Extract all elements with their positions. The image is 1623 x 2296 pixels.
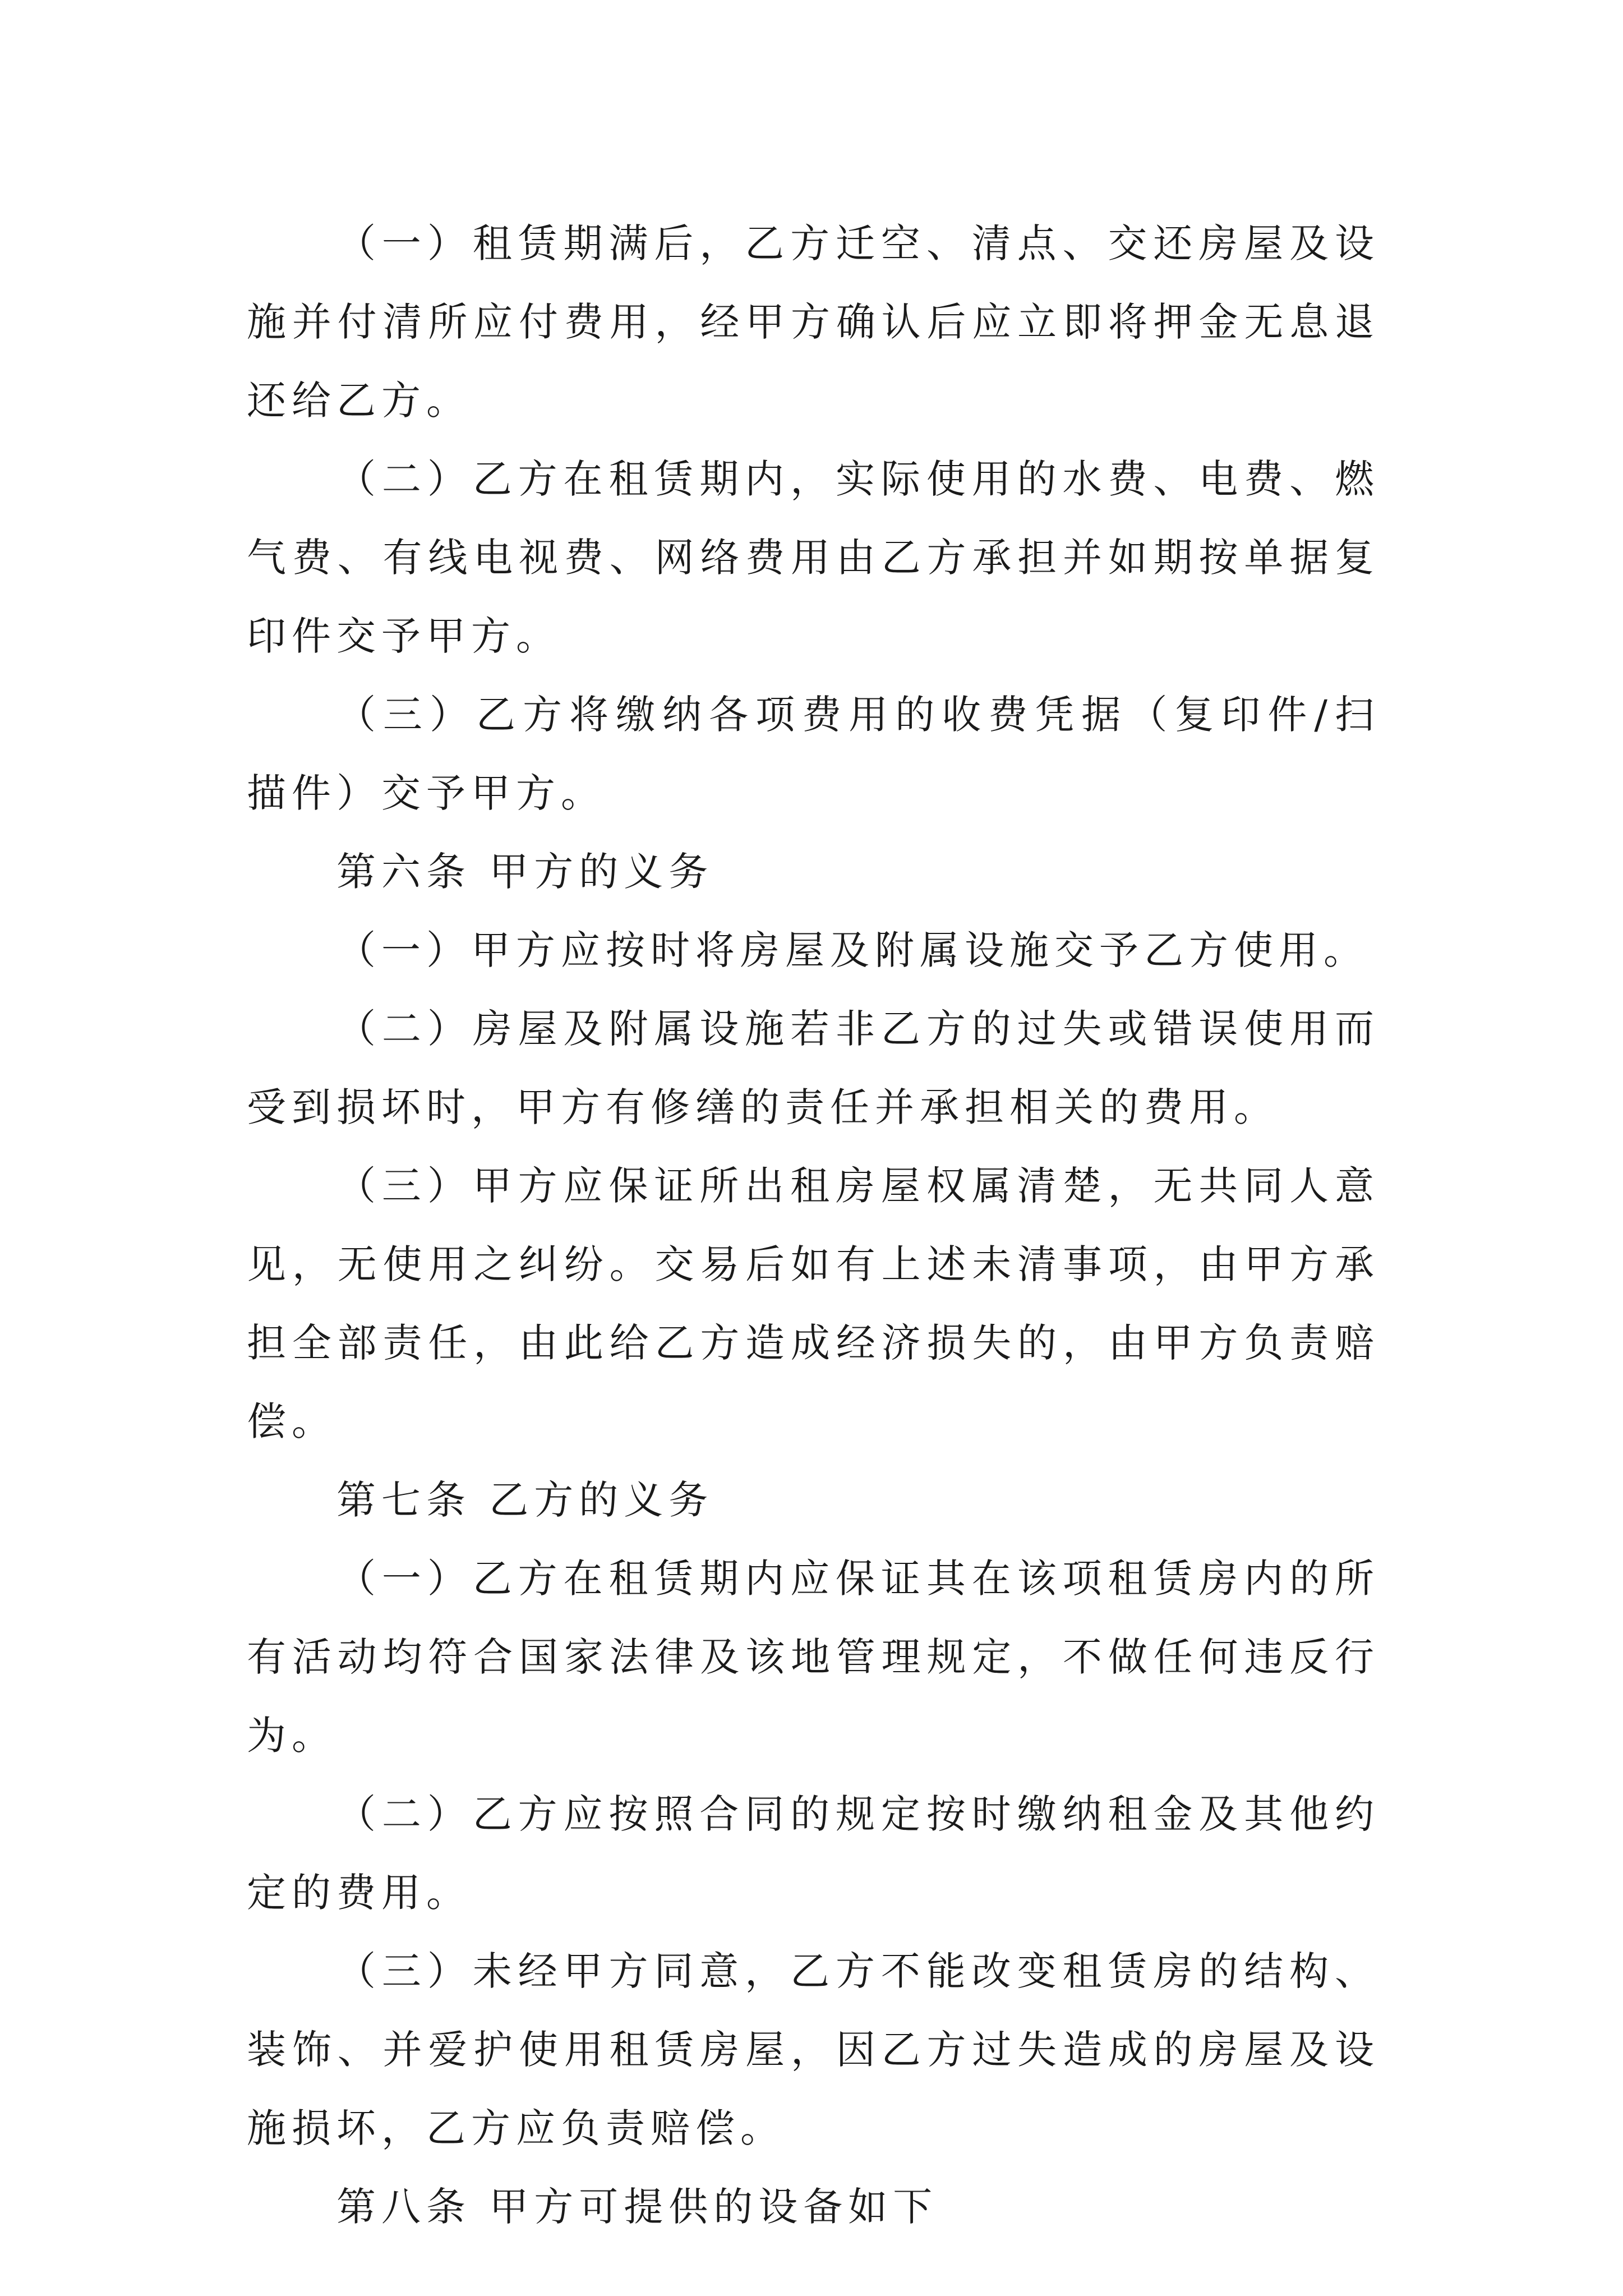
heading-article-8: 第八条 甲方可提供的设备如下 <box>336 2184 938 2230</box>
heading-article-7: 第七条 乙方的义务 <box>336 1477 714 1523</box>
paragraph-clear-title: （三）甲方应保证所出租房屋权属清楚，无共同人意见，无使用之纠纷。交易后如有上述未清事项，由甲方承担全部责任，由此给乙方造成经济损失的，由甲方负责赔偿。 <box>247 1163 1380 1444</box>
paragraph-lawful-use: （一）乙方在租赁期内应保证其在该项租赁房内的所有活动均符合国家法律及该地管理规定，不做任何违反行为。 <box>247 1556 1380 1759</box>
paragraph-no-alteration: （三）未经甲方同意，乙方不能改变租赁房的结构、装饰、并爱护使用租赁房屋，因乙方过失造成的房屋及设施损坏，乙方应负责赔偿。 <box>247 1948 1380 2151</box>
paragraph-return-deposit: （一）租赁期满后，乙方迁空、清点、交还房屋及设施并付清所应付费用，经甲方确认后应立即将押金无息退还给乙方。 <box>247 220 1380 424</box>
paragraph-fee-receipts: （三）乙方将缴纳各项费用的收费凭据（复印件/扫描件）交予甲方。 <box>247 692 1380 816</box>
paragraph-repair-responsibility: （二）房屋及附属设施若非乙方的过失或错误使用而受到损坏时，甲方有修缮的责任并承担相关的费用。 <box>247 1006 1380 1130</box>
heading-article-6: 第六条 甲方的义务 <box>336 849 714 895</box>
paragraph-utility-fees: （二）乙方在租赁期内，实际使用的水费、电费、燃气费、有线电视费、网络费用由乙方承担并如期按单据复印件交予甲方。 <box>247 456 1380 659</box>
paragraph-deliver-house: （一）甲方应按时将房屋及附属设施交予乙方使用。 <box>336 927 1368 973</box>
document-body <box>247 204 1380 2246</box>
paragraph-pay-rent: （二）乙方应按照合同的规定按时缴纳租金及其他约定的费用。 <box>247 1791 1380 1916</box>
